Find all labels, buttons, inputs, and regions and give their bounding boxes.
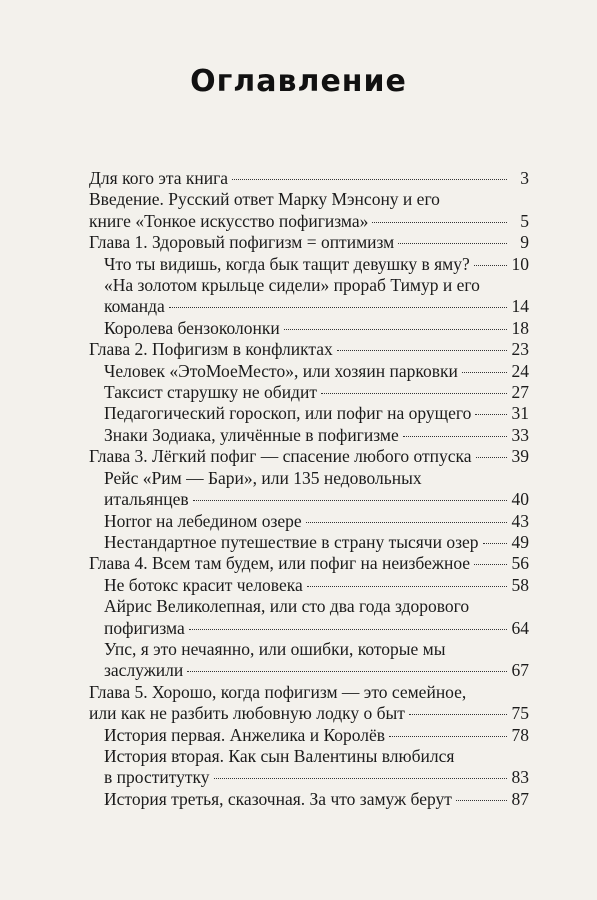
page-number: 87 (511, 788, 529, 809)
page-number: 18 (511, 317, 529, 338)
dot-leader (307, 586, 507, 587)
toc-entry-text: Нестандартное путешествие в страну тысячи озер (104, 531, 479, 552)
page-number: 43 (511, 510, 529, 531)
page-number: 78 (511, 724, 529, 745)
dot-leader (476, 457, 507, 458)
dot-leader (321, 393, 507, 394)
dot-leader (474, 265, 507, 266)
toc-subentry[interactable] (89, 596, 529, 639)
toc-subentry[interactable] (89, 639, 529, 682)
toc-chapter[interactable] (89, 232, 529, 253)
toc-entry-text: Что ты видишь, когда бык тащит девушку в яму? (104, 253, 470, 274)
dot-leader (232, 179, 507, 180)
page-number: 58 (511, 574, 529, 595)
table-of-contents (89, 168, 529, 810)
dot-leader (462, 372, 507, 373)
toc-entry-text: Horror на лебедином озере (104, 510, 302, 531)
toc-subentry[interactable] (89, 575, 529, 596)
toc-entry-text: Человек «ЭтоМоеМесто», или хозяин парковки (104, 360, 458, 381)
toc-chapter[interactable] (89, 682, 529, 725)
toc-entry-text: Глава 3. Лёгкий пофиг — спасение любого отпуска (89, 446, 472, 467)
toc-entry-text: «На золотом крыльце сидели» прораб Тимур и его (104, 275, 480, 296)
toc-entry-text: Айрис Великолепная, или сто два года здорового (104, 596, 470, 617)
page-number: 5 (520, 210, 529, 231)
dot-leader (337, 350, 507, 351)
page-number: 27 (511, 382, 529, 403)
page-number: 23 (511, 339, 529, 360)
dot-leader (409, 714, 507, 715)
toc-entry-text: Для кого эта книга (89, 168, 229, 188)
toc-entry-text: Введение. Русский ответ Марку Мэнсону и его (89, 189, 440, 210)
dot-leader (187, 671, 507, 672)
page-number: 31 (511, 403, 529, 424)
page-number: 75 (511, 703, 529, 724)
toc-entry-text: книге «Тонкое искусство пофигизма» (89, 210, 369, 231)
page-number: 24 (511, 360, 529, 381)
toc-subentry[interactable] (89, 425, 529, 446)
toc-entry-text: команда (104, 296, 165, 317)
toc-entry-text: Глава 1. Здоровый пофигизм = оптимизм (89, 232, 395, 253)
toc-subentry[interactable] (89, 275, 529, 318)
dot-leader (189, 629, 507, 630)
toc-entry-text: Упс, я это нечаянно, или ошибки, которые мы (104, 638, 446, 659)
page-number: 9 (520, 232, 529, 253)
toc-entry-text: История первая. Анжелика и Королёв (104, 724, 386, 745)
toc-entry-text: Педагогический гороскоп, или пофиг на орущего (104, 403, 472, 424)
toc-entry-text: или как не разбить любовную лодку о быт (89, 703, 405, 724)
toc-chapter[interactable] (89, 168, 529, 189)
toc-subentry[interactable] (89, 382, 529, 403)
toc-chapter[interactable] (89, 553, 529, 574)
dot-leader (169, 307, 507, 308)
page-number: 64 (511, 617, 529, 638)
dot-leader (475, 414, 507, 415)
page-number: 33 (511, 424, 529, 445)
page-number: 3 (520, 168, 529, 188)
toc-entry-text: Рейс «Рим — Бари», или 135 недовольных (104, 467, 422, 488)
toc-entry-text: заслужили (104, 660, 184, 681)
dot-leader (398, 243, 507, 244)
toc-subentry[interactable] (89, 789, 529, 810)
toc-entry-text: Глава 4. Всем там будем, или пофиг на неизбежное (89, 553, 471, 574)
page-number: 14 (511, 296, 529, 317)
dot-leader (456, 800, 507, 801)
toc-entry-text: Не ботокс красит человека (104, 574, 303, 595)
toc-subentry[interactable] (89, 403, 529, 424)
dot-leader (403, 436, 507, 437)
toc-entry-text: в проститутку (104, 767, 210, 788)
dot-leader (306, 522, 507, 523)
toc-subentry[interactable] (89, 746, 529, 789)
toc-entry-text: пофигизма (104, 617, 185, 638)
toc-entry-text: История вторая. Как сын Валентины влюбился (104, 745, 455, 766)
toc-subentry[interactable] (89, 361, 529, 382)
toc-entry-text: Глава 5. Хорошо, когда пофигизм — это семейное, (89, 681, 467, 702)
dot-leader (483, 543, 507, 544)
page-number: 83 (511, 767, 529, 788)
toc-subentry[interactable] (89, 511, 529, 532)
page-number: 10 (511, 253, 529, 274)
page-number: 49 (511, 531, 529, 552)
toc-subentry[interactable] (89, 532, 529, 553)
toc-chapter[interactable] (89, 339, 529, 360)
dot-leader (372, 222, 507, 223)
toc-chapter[interactable] (89, 189, 529, 232)
dot-leader (214, 778, 507, 779)
page-number: 67 (511, 660, 529, 681)
toc-entry-text: итальянцев (104, 489, 189, 510)
toc-entry-text: Знаки Зодиака, уличённые в пофигизме (104, 424, 399, 445)
page-number: 56 (511, 553, 529, 574)
toc-subentry[interactable] (89, 468, 529, 511)
dot-leader (284, 329, 507, 330)
toc-chapter[interactable] (89, 446, 529, 467)
toc-entry-text: Королева бензоколонки (104, 317, 280, 338)
toc-subentry[interactable] (89, 725, 529, 746)
dot-leader (389, 736, 507, 737)
page-title: Оглавление (190, 64, 407, 99)
toc-entry-text: Глава 2. Пофигизм в конфликтах (89, 339, 333, 360)
toc-entry-text: Таксист старушку не обидит (104, 382, 317, 403)
dot-leader (193, 500, 507, 501)
toc-subentry[interactable] (89, 254, 529, 275)
dot-leader (474, 564, 507, 565)
page-number: 40 (511, 489, 529, 510)
toc-entry-text: История третья, сказочная. За что замуж берут (104, 788, 452, 809)
toc-subentry[interactable] (89, 318, 529, 339)
page-number: 39 (511, 446, 529, 467)
